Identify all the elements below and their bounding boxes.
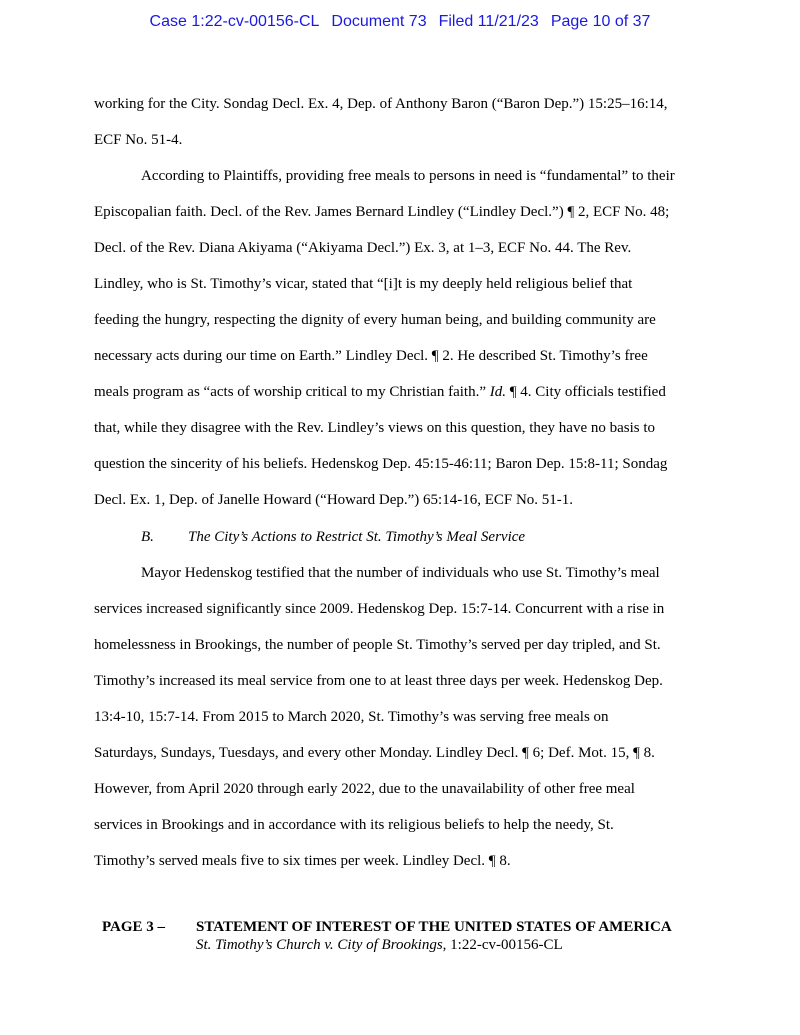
- body-line: homelessness in Brookings, the number of people St. Timothy’s served per day tripled, and St.: [94, 637, 661, 653]
- body-line: Decl. Ex. 1, Dep. of Janelle Howard (“Howard Dep.”) 65:14-16, ECF No. 51-1.: [94, 492, 574, 508]
- body-text: ¶ 4. City officials testified: [505, 384, 666, 400]
- body-line: working for the City. Sondag Decl. Ex. 4, Dep. of Anthony Baron (“Baron Dep.”) 15:25–16:14,: [94, 96, 668, 112]
- body-text: meals program as “acts of worship critical to my Christian faith.”: [94, 384, 490, 400]
- footer-case: [196, 937, 563, 954]
- body-line: Mayor Hedenskog testified that the number of individuals who use St. Timothy’s meal: [141, 565, 660, 581]
- case-header: [0, 13, 800, 31]
- section-title: The City’s Actions to Restrict St. Timothy’s Meal Service: [188, 529, 526, 545]
- body-line: feeding the hungry, respecting the dignity of every human being, and building community are: [94, 312, 656, 328]
- filed-date: Filed 11/21/23: [438, 13, 539, 30]
- body-line: Saturdays, Sundays, Tuesdays, and every other Monday. Lindley Decl. ¶ 6; Def. Mot. 15, ¶ 8.: [94, 745, 655, 761]
- document-number: Document 73: [331, 13, 427, 30]
- section-letter: B.: [141, 529, 154, 545]
- footer-page-label: PAGE 3 –: [102, 919, 166, 935]
- case-number: Case 1:22-cv-00156-CL: [149, 13, 320, 30]
- page-indicator: Page 10 of 37: [550, 13, 651, 30]
- footer-title: STATEMENT OF INTEREST OF THE UNITED STATES OF AMERICA: [196, 919, 672, 935]
- id-citation: Id.: [489, 384, 506, 400]
- body-line: question the sincerity of his beliefs. Hedenskog Dep. 45:15-46:11; Baron Dep. 15:8-11; Sondag: [94, 456, 668, 472]
- footer-case-number: , 1:22-cv-00156-CL: [442, 937, 563, 953]
- body-line: necessary acts during our time on Earth.” Lindley Decl. ¶ 2. He described St. Timothy’s free: [94, 348, 648, 364]
- body-line: Timothy’s served meals five to six times per week. Lindley Decl. ¶ 8.: [94, 853, 511, 869]
- body-line: However, from April 2020 through early 2022, due to the unavailability of other free meal: [94, 781, 635, 797]
- body-line: that, while they disagree with the Rev. Lindley’s views on this question, they have no basis to: [94, 420, 656, 436]
- body-line: Episcopalian faith. Decl. of the Rev. James Bernard Lindley (“Lindley Decl.”) ¶ 2, ECF No. 48;: [94, 204, 670, 220]
- section-heading: [141, 527, 526, 547]
- footer-case-name: St. Timothy’s Church v. City of Brookings: [196, 937, 443, 953]
- body-line: services increased significantly since 2009. Hedenskog Dep. 15:7-14. Concurrent with a rise in: [94, 601, 665, 617]
- body-line: 13:4-10, 15:7-14. From 2015 to March 2020, St. Timothy’s was serving free meals on: [94, 709, 609, 725]
- body-line: services in Brookings and in accordance with its religious beliefs to help the needy, St.: [94, 817, 614, 833]
- body-line: ECF No. 51-4.: [94, 132, 183, 148]
- body-line: [94, 382, 666, 402]
- body-line: Decl. of the Rev. Diana Akiyama (“Akiyama Decl.”) Ex. 3, at 1–3, ECF No. 44. The Rev.: [94, 240, 632, 256]
- body-line: Lindley, who is St. Timothy’s vicar, stated that “[i]t is my deeply held religious belief that: [94, 276, 633, 292]
- body-line: According to Plaintiffs, providing free meals to persons in need is “fundamental” to their: [141, 168, 675, 184]
- body-line: Timothy’s increased its meal service from one to at least three days per week. Hedenskog Dep.: [94, 673, 663, 689]
